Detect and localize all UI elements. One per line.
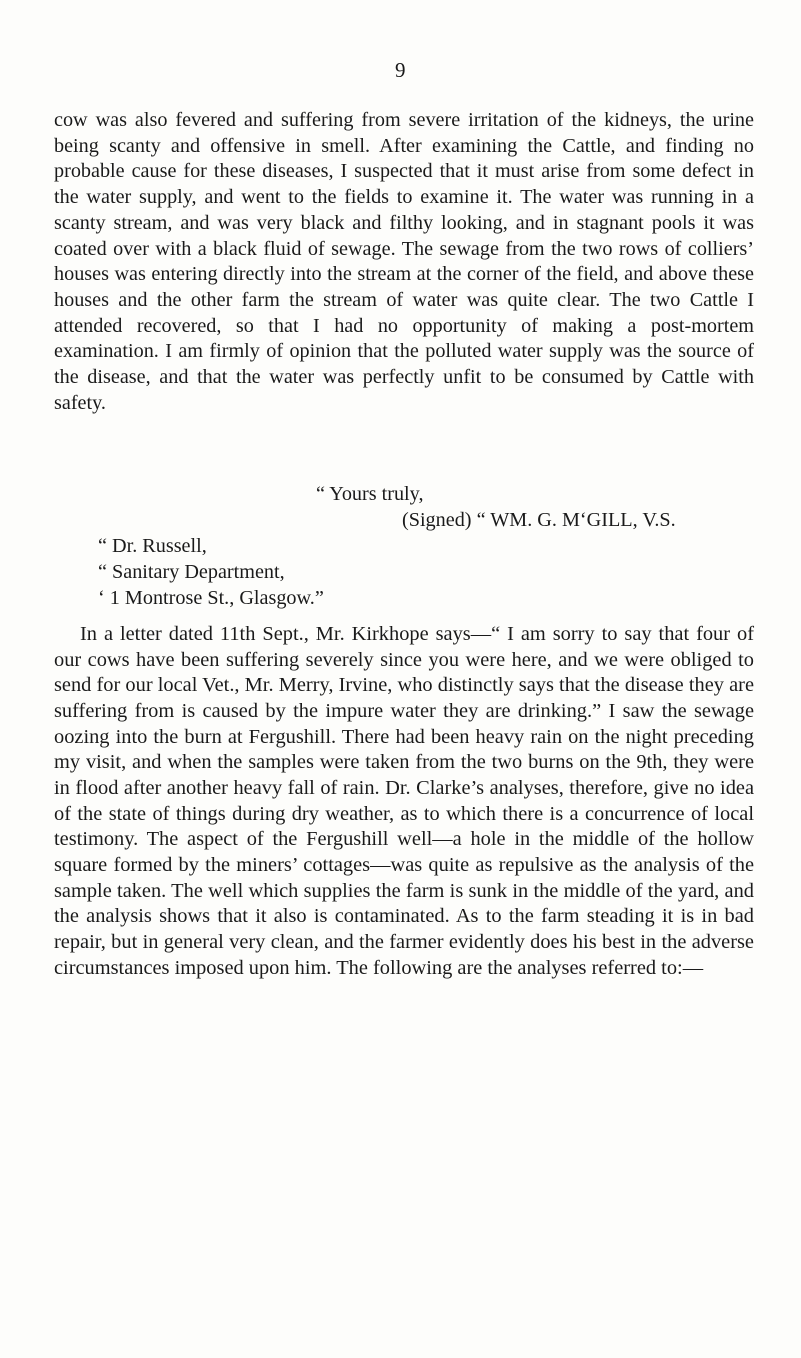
letter-signature-block <box>54 482 754 612</box>
paragraph-vet-report: cow was also fevered and suffering from severe irritation of the kidneys, the urine being scanty and offensive in smell. After examining the Cattle, and finding no probable cause for these diseases, I suspected that it must arise from some defect in the water supply, and went to the fields to examine it. The water was running in a scanty stream, and was very black and filthy looking, and in stagnant pools it was coated over with a black fluid of sewage. The sewage from the two rows of colliers’ houses was entering directly into the stream at the corner of the field, and above these houses and the other farm the stream of water was quite clear. The two Cattle I attended recovered, so that I had no opportunity of making a post-mortem examination. I am firmly of opinion that the polluted water supply was the source of the disease, and that the water was perfectly unfit to be consumed by Cattle with safety. <box>54 109 754 414</box>
address-line-recipient: “ Dr. Russell, <box>98 534 207 557</box>
letter-signature: (Signed) “ WM. G. M‘GILL, V.S. <box>402 508 676 531</box>
letter-closing: “ Yours truly, <box>316 483 424 505</box>
page-number: 9 <box>395 58 406 82</box>
address-line-street: ‘ 1 Montrose St., Glasgow.” <box>98 586 324 609</box>
paragraph-kirkhope-letter: In a letter dated 11th Sept., Mr. Kirkhope says—“ I am sorry to say that four of our cows have been suffering severely since you were here, and we were obliged to send for our local Vet., Mr. Merry, Irvine, who distinctly says that the disease they are suffering from is caused by the impure water they are drinking.” I saw the sewage oozing into the burn at Fergushill. There had been heavy rain on the night preceding my visit, and when the samples were taken from the two burns on the 9th, they were in flood after another heavy fall of rain. Dr. Clarke’s analyses, therefore, give no idea of the state of things during dry weather, as to which there is a concurrence of local testimony. The aspect of the Fergushill well—a hole in the middle of the hollow square formed by the miners’ cottages—was quite as repulsive as the analysis of the sample taken. The well which supplies the farm is sunk in the middle of the yard, and the analysis shows that it also is contaminated. As to the farm steading it is in bad repair, but in general very clean, and the farmer evidently does his best in the adverse circumstances imposed upon him. The following are the analyses referred to:— <box>54 623 754 979</box>
address-line-department: “ Sanitary Department, <box>98 560 285 583</box>
